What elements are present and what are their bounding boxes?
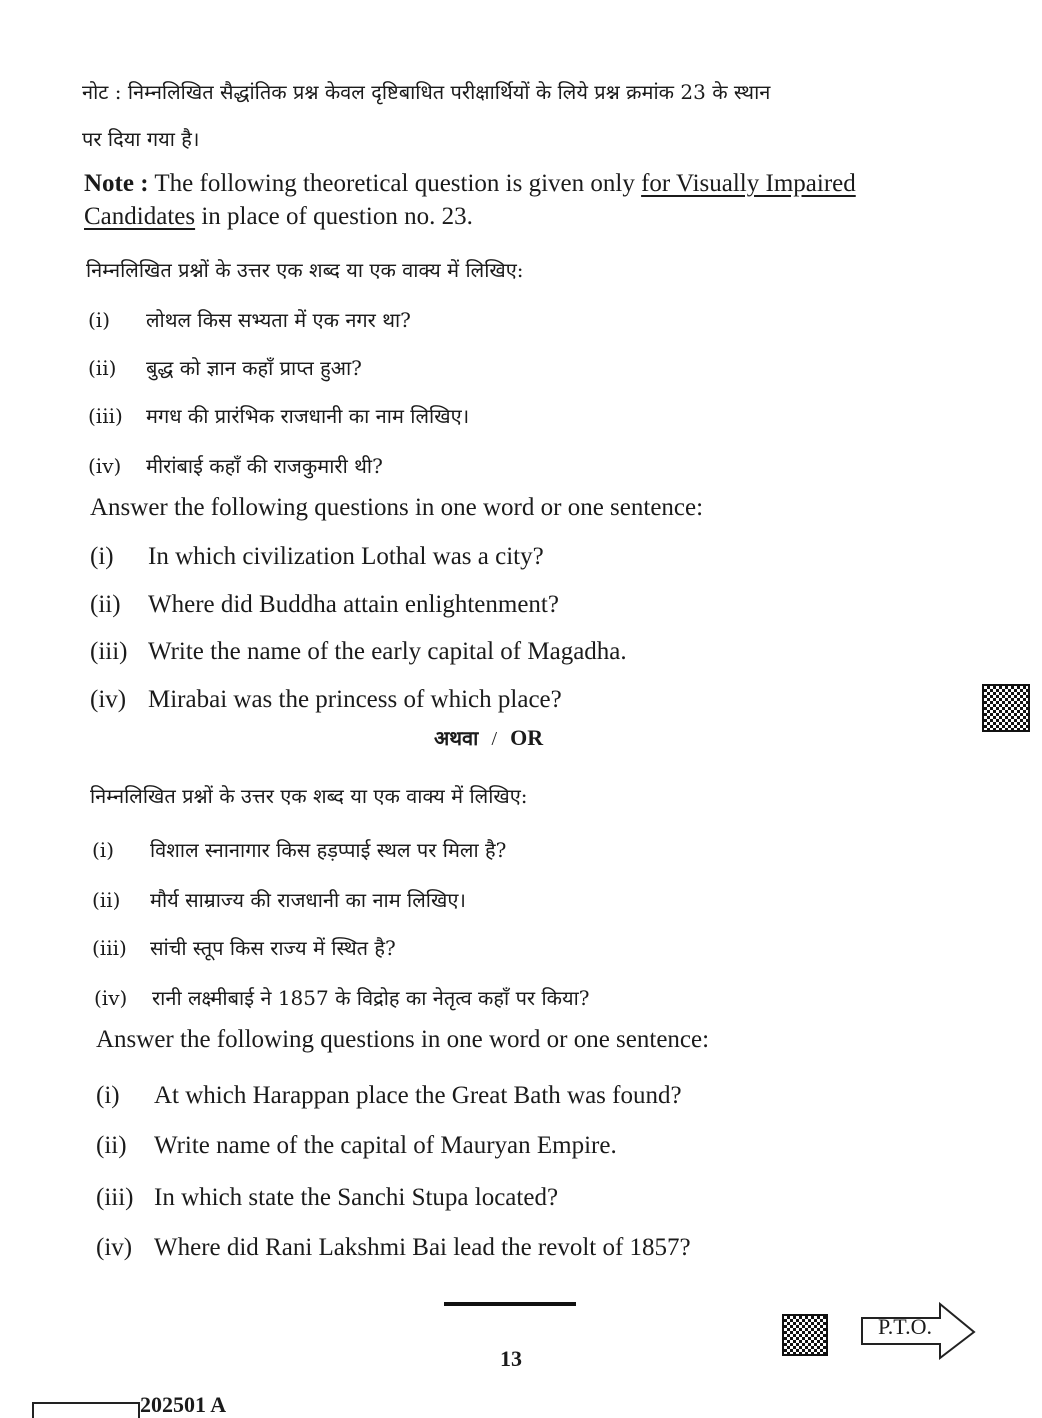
q-text: At which Harappan place the Great Bath was found?	[154, 1082, 682, 1109]
note-text: The following theoretical question is given only	[154, 170, 635, 197]
q-text: Where did Rani Lakshmi Bai lead the revolt of 1857?	[154, 1234, 691, 1261]
set1-english-q1	[90, 543, 544, 571]
q-text: In which civilization Lothal was a city?	[148, 543, 544, 570]
or-english: OR	[510, 725, 544, 750]
paper-code-box	[32, 1402, 140, 1418]
q-text: रानी लक्ष्मीबाई ने 1857 के विद्रोह का नेतृत्व कहाँ पर किया?	[152, 986, 590, 1010]
set2-hindi-q4	[94, 984, 590, 1011]
set2-hindi-q2	[92, 886, 466, 913]
q-num: (ii)	[90, 591, 121, 618]
or-hindi: अथवा	[434, 726, 479, 750]
or-separator	[434, 724, 543, 751]
q-num: (iii)	[96, 1184, 134, 1211]
pto-label: P.T.O.	[878, 1314, 932, 1339]
q-num: (i)	[96, 1082, 120, 1109]
note-suffix: in place of question no. 23.	[201, 203, 473, 230]
q-text: Write the name of the early capital of Magadha.	[148, 638, 627, 665]
hindi-note-line1: नोट : निम्नलिखित सैद्धांतिक प्रश्न केवल दृष्टिबाधित परीक्षार्थियों के लिये प्रश्न क्रमांक 23 के स्थान	[82, 80, 771, 104]
q-num: (ii)	[92, 888, 121, 912]
set2-hindi-instruction: निम्नलिखित प्रश्नों के उत्तर एक शब्द या एक वाक्य में लिखिए:	[90, 784, 528, 808]
q-num: (i)	[92, 838, 115, 862]
paper-code: 202501 A	[140, 1392, 227, 1417]
q-text: विशाल स्नानागार किस हड़प्पाई स्थल पर मिला है?	[150, 838, 507, 862]
set2-english-q2	[96, 1132, 617, 1160]
q-text: बुद्ध को ज्ञान कहाँ प्राप्त हुआ?	[146, 356, 362, 380]
q-num: (iii)	[90, 638, 128, 665]
set1-hindi-q1	[88, 306, 411, 333]
set1-english-q2	[90, 591, 559, 619]
qr-code-footer-icon	[782, 1314, 828, 1356]
note-label: Note :	[84, 170, 149, 197]
q-text: लोथल किस सभ्यता में एक नगर था?	[146, 308, 411, 332]
q-num: (iii)	[88, 404, 123, 428]
set2-english-instruction: Answer the following questions in one word or one sentence:	[96, 1026, 710, 1053]
set1-hindi-instruction: निम्नलिखित प्रश्नों के उत्तर एक शब्द या एक वाक्य में लिखिए:	[86, 258, 524, 282]
set1-english-q3	[90, 638, 627, 666]
q-num: (iv)	[88, 454, 122, 478]
set1-hindi-q2	[88, 354, 362, 381]
note-underlined-candidates: Candidates	[84, 203, 196, 230]
qr-code-icon	[982, 684, 1030, 732]
q-text: Write name of the capital of Mauryan Empire.	[154, 1132, 617, 1159]
q-text: Where did Buddha attain enlightenment?	[148, 591, 559, 618]
or-slash: /	[491, 728, 498, 750]
q-num: (ii)	[88, 356, 117, 380]
english-note-line2	[84, 203, 473, 231]
set2-english-q1	[96, 1082, 682, 1110]
q-num: (iii)	[92, 936, 127, 960]
q-num: (ii)	[96, 1132, 127, 1159]
q-text: मीरांबाई कहाँ की राजकुमारी थी?	[146, 454, 383, 478]
set2-hindi-q3	[92, 934, 396, 961]
set2-english-q4	[96, 1234, 691, 1262]
q-text: मगध की प्रारंभिक राजधानी का नाम लिखिए।	[146, 404, 470, 428]
q-text: Mirabai was the princess of which place?	[148, 686, 562, 713]
set2-english-q3	[96, 1184, 558, 1212]
end-of-question-rule	[444, 1302, 576, 1306]
q-num: (i)	[90, 543, 114, 570]
q-num: (iv)	[96, 1234, 133, 1261]
pto-box	[860, 1300, 980, 1364]
q-num: (iv)	[90, 686, 127, 713]
q-text: मौर्य साम्राज्य की राजधानी का नाम लिखिए।	[150, 888, 466, 912]
q-text: सांची स्तूप किस राज्य में स्थित है?	[150, 936, 396, 960]
english-note-line1	[84, 170, 856, 198]
q-num: (i)	[88, 308, 111, 332]
note-underlined-text: for Visually Impaired	[641, 170, 856, 197]
set1-english-instruction: Answer the following questions in one word or one sentence:	[90, 494, 704, 521]
hindi-note-line2: पर दिया गया है।	[82, 127, 200, 151]
page-number: 13	[500, 1346, 522, 1371]
set1-english-q4	[90, 686, 562, 714]
set2-hindi-q1	[92, 836, 506, 863]
q-num: (iv)	[94, 986, 128, 1010]
set1-hindi-q4	[88, 452, 383, 479]
q-text: In which state the Sanchi Stupa located?	[154, 1184, 559, 1211]
set1-hindi-q3	[88, 402, 469, 429]
